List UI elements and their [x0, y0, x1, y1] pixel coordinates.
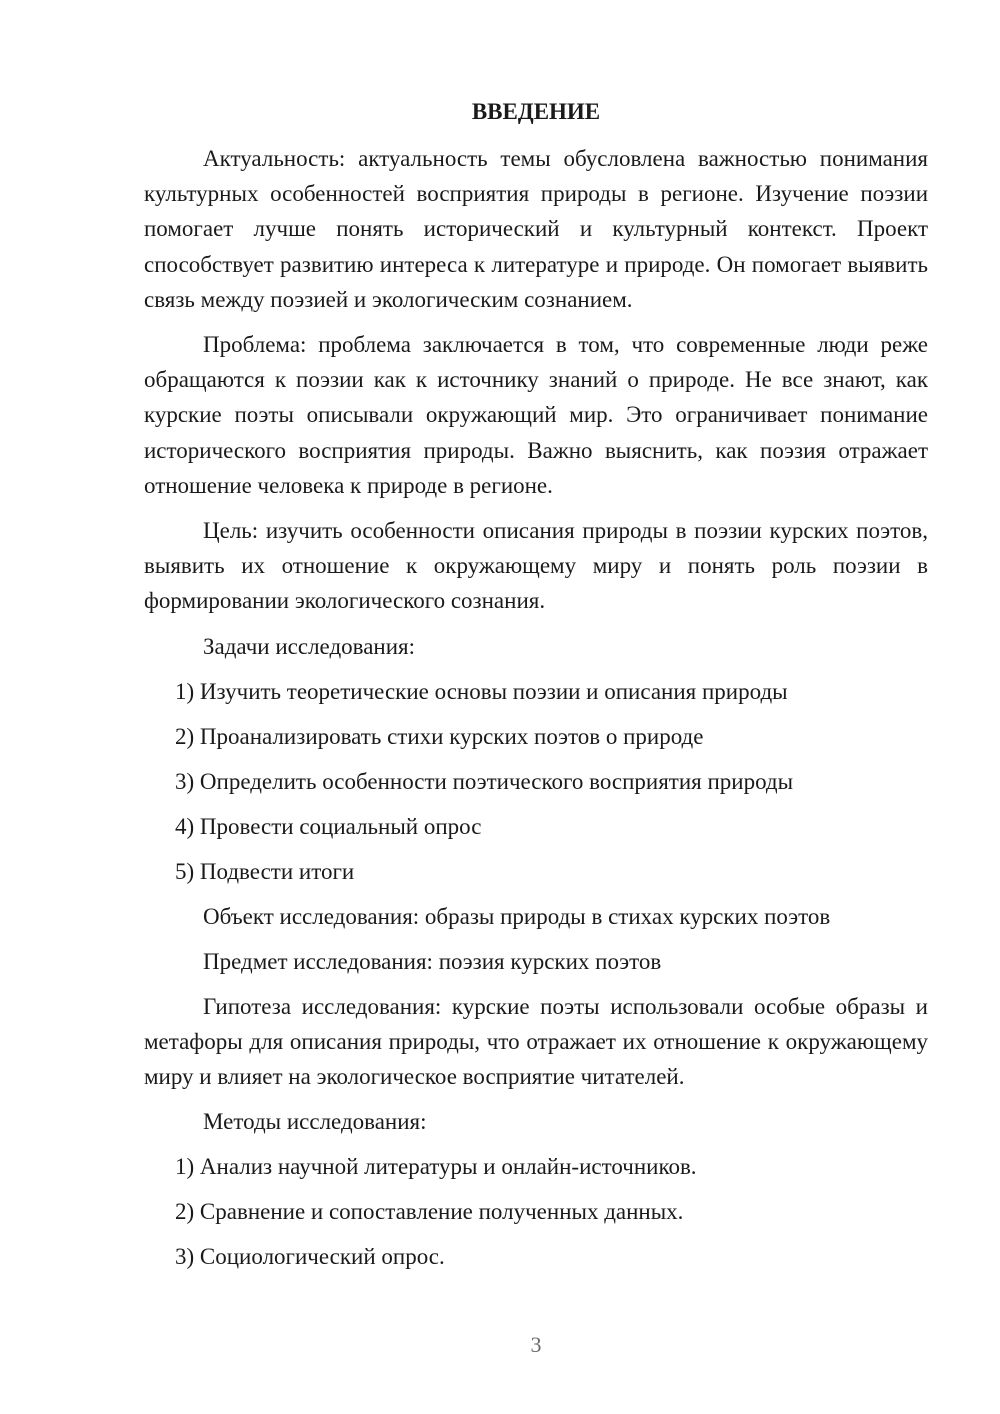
hypothesis-paragraph: Гипотеза исследования: курские поэты использовали особые образы и метафоры для описания природы, что отражает их отношение к окружающему миру и влияет на экологическое восприятие читателей.	[144, 993, 928, 1090]
list-item: 5) Подвести итоги	[175, 858, 355, 884]
goal-paragraph: Цель: изучить особенности описания природы в поэзии курских поэтов, выявить их отношение к окружающему миру и понять роль поэзии в формировании экологического сознания.	[144, 518, 928, 614]
problem-paragraph: Проблема: проблема заключается в том, что современные люди реже обращаются к поэзии как к источнику знаний о природе. Не все знают, как курские поэты описывали окружающий мир. Это ограничивает понимание исторического восприятия природы. Важно выяснить, как поэзия отражает отношение человека к природе в регионе.	[144, 332, 928, 498]
section-title: ВВЕДЕНИЕ	[471, 99, 601, 124]
research-object: Объект исследования: образы природы в стихах курских поэтов	[203, 903, 831, 929]
relevance-paragraph: Актуальность: актуальность темы обусловлена важностью понимания культурных особенностей восприятия природы в регионе. Изучение поэзии помогает лучше понять исторический и культурный контекст. Проект способствует развитию интереса к литературе и природе. Он помогает выявить связь между поэзией и экологическим сознанием.	[144, 146, 928, 312]
list-item: 1) Анализ научной литературы и онлайн-источников.	[175, 1154, 697, 1180]
list-item: 4) Провести социальный опрос	[175, 813, 482, 839]
methods-heading: Методы исследования:	[203, 1109, 427, 1135]
list-item: 1) Изучить теоретические основы поэзии и описания природы	[175, 678, 788, 704]
list-item: 2) Сравнение и сопоставление полученных данных.	[175, 1199, 684, 1225]
research-subject: Предмет исследования: поэзия курских поэтов	[203, 948, 662, 974]
tasks-list	[144, 674, 928, 889]
page-number: 3	[530, 1332, 542, 1357]
list-item: 3) Определить особенности поэтического восприятия природы	[175, 768, 794, 794]
methods-list	[144, 1149, 928, 1274]
list-item: 2) Проанализировать стихи курских поэтов о природе	[175, 723, 704, 749]
document-page	[144, 94, 928, 1284]
list-item: 3) Социологический опрос.	[175, 1244, 445, 1270]
tasks-heading: Задачи исследования:	[203, 633, 416, 659]
